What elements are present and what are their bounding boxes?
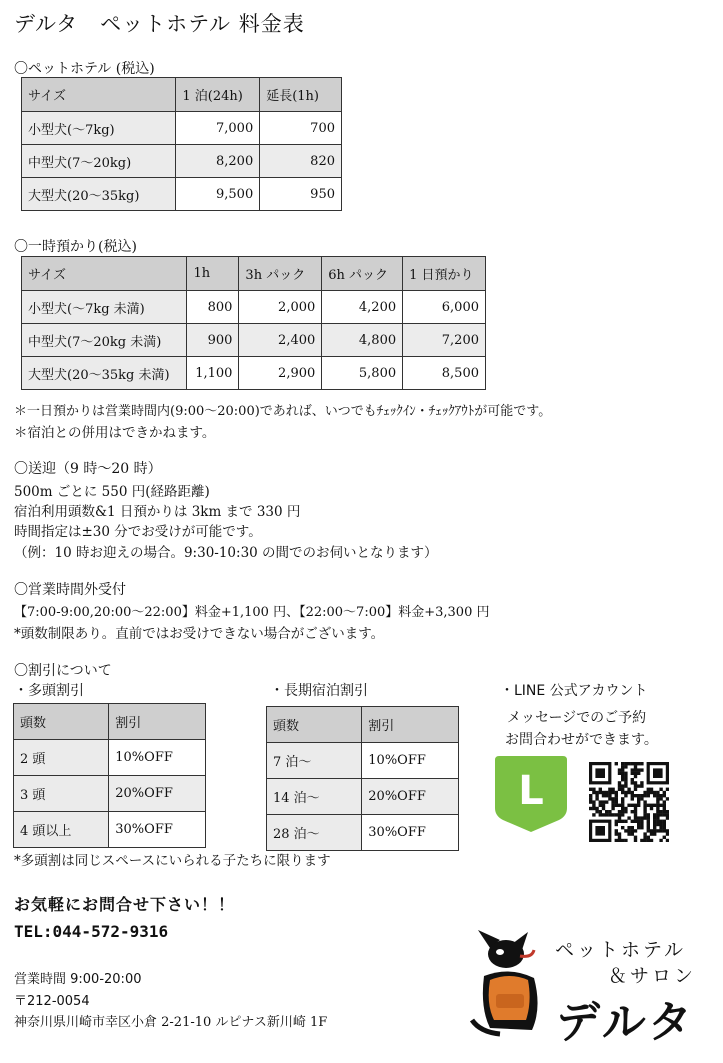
logo-name: デルタ <box>556 997 697 1048</box>
price-cell: 4,800 <box>322 324 403 357</box>
header-cell: 1h <box>187 257 239 291</box>
price-cell: 5,800 <box>322 357 403 390</box>
long-stay-discount-label: ・長期宿泊割引 <box>270 683 368 699</box>
discount-heading: 〇割引について <box>14 663 112 679</box>
pickup-line-2: 宿泊利用頭数&1 日預かりは 3km まで 330 円 <box>14 504 301 520</box>
price-cell: 6,000 <box>403 291 486 324</box>
table-header-row <box>22 78 342 112</box>
price-cell: 820 <box>260 145 342 178</box>
line-icon-letter: L <box>518 768 544 814</box>
size-cell: 大型犬(20～35kg 未満) <box>22 357 187 390</box>
header-cell: 延長(1h) <box>260 78 342 112</box>
table-row <box>22 324 486 357</box>
price-cell: 2,400 <box>239 324 322 357</box>
table-header-row <box>22 257 486 291</box>
hotel-price-table <box>21 77 342 211</box>
count-cell: 2 頭 <box>14 740 109 776</box>
table-row <box>22 112 342 145</box>
header-cell: 6h パック <box>322 257 403 291</box>
size-cell: 大型犬(20～35kg) <box>22 178 176 211</box>
table-row <box>267 779 459 815</box>
discount-cell: 10%OFF <box>362 743 459 779</box>
afterhours-line-2: *頭数制限あり。直前ではお受けできない場合がございます。 <box>14 626 385 642</box>
discount-cell: 10%OFF <box>109 740 206 776</box>
postal-code: 〒212-0054 <box>14 994 90 1009</box>
line-message-1: メッセージでのご予約 <box>507 710 647 726</box>
table-row <box>267 815 459 851</box>
table-row <box>267 743 459 779</box>
pickup-line-1: 500m ごとに 550 円(経路距離) <box>14 484 210 500</box>
count-cell: 3 頭 <box>14 776 109 812</box>
phone-number[interactable]: TEL:044-572-9316 <box>14 922 169 941</box>
dog-mascot-icon <box>470 928 550 1038</box>
price-cell: 900 <box>187 324 239 357</box>
daycare-price-table <box>21 256 486 390</box>
page-title: デルタ ペットホテル 料金表 <box>14 12 305 36</box>
table-row <box>22 145 342 178</box>
table-header-row <box>14 704 206 740</box>
discount-cell: 20%OFF <box>109 776 206 812</box>
daycare-heading: 〇一時預かり(税込) <box>14 239 137 255</box>
daycare-note-1: ＊一日預かりは営業時間内(9:00～20:00)であれば、いつでもﾁｪｯｸｲﾝ・ﾁｪｯｸｱｳﾄが可能です。 <box>14 404 552 419</box>
price-cell: 950 <box>260 178 342 211</box>
business-hours: 営業時間 9:00-20:00 <box>14 972 142 987</box>
price-cell: 7,200 <box>403 324 486 357</box>
price-cell: 1,100 <box>187 357 239 390</box>
address: 神奈川県川崎市幸区小倉 2-21-10 ルピナス新川崎 1F <box>14 1015 328 1030</box>
contact-cta: お気軽にお問合せ下さい！！ <box>14 895 236 914</box>
header-cell: 1 日預かり <box>403 257 486 291</box>
price-cell: 2,900 <box>239 357 322 390</box>
discount-cell: 30%OFF <box>109 812 206 848</box>
multi-discount-label: ・多頭割引 <box>14 683 84 699</box>
table-header-row <box>267 707 459 743</box>
size-cell: 中型犬(7～20kg 未満) <box>22 324 187 357</box>
daycare-note-2: ＊宿泊との併用はできかねます。 <box>14 425 216 441</box>
table-row <box>14 776 206 812</box>
table-row <box>22 178 342 211</box>
count-cell: 4 頭以上 <box>14 812 109 848</box>
pickup-line-4: （例：10 時お迎えの場合。9:30-10:30 の間でのお伺いとなります） <box>14 545 438 561</box>
header-cell: 3h パック <box>239 257 322 291</box>
price-cell: 700 <box>260 112 342 145</box>
qr-code[interactable] <box>589 762 669 842</box>
nights-cell: 28 泊～ <box>267 815 362 851</box>
logo-line-2: ＆サロン <box>608 965 697 987</box>
discount-cell: 20%OFF <box>362 779 459 815</box>
multi-discount-note: *多頭割は同じスペースにいられる子たちに限ります <box>14 853 331 869</box>
price-cell: 2,000 <box>239 291 322 324</box>
price-cell: 9,500 <box>176 178 260 211</box>
price-cell: 7,000 <box>176 112 260 145</box>
header-cell: サイズ <box>22 78 176 112</box>
table-row <box>14 740 206 776</box>
discount-cell: 30%OFF <box>362 815 459 851</box>
table-row <box>22 357 486 390</box>
price-cell: 800 <box>187 291 239 324</box>
header-cell: 1 泊(24h) <box>176 78 260 112</box>
header-cell: サイズ <box>22 257 187 291</box>
afterhours-line-1: 【7:00-9:00,20:00～22:00】料金+1,100 円、【22:00～7:00】料金+3,300 円 <box>14 605 490 620</box>
header-cell: 割引 <box>362 707 459 743</box>
header-cell: 頭数 <box>14 704 109 740</box>
price-cell: 8,500 <box>403 357 486 390</box>
line-account-label: ・LINE 公式アカウント <box>500 683 648 699</box>
price-cell: 4,200 <box>322 291 403 324</box>
table-row <box>22 291 486 324</box>
size-cell: 小型犬(～7kg 未満) <box>22 291 187 324</box>
size-cell: 中型犬(7～20kg) <box>22 145 176 178</box>
long-stay-discount-table <box>266 706 459 851</box>
table-row <box>14 812 206 848</box>
multi-discount-table <box>13 703 206 848</box>
pickup-heading: 〇送迎（9 時～20 時） <box>14 461 162 477</box>
line-app-icon[interactable] <box>493 752 569 834</box>
line-message-2: お問合わせができます。 <box>505 732 658 748</box>
hotel-heading: 〇ペットホテル (税込) <box>14 61 155 77</box>
header-cell: 割引 <box>109 704 206 740</box>
size-cell: 小型犬(～7kg) <box>22 112 176 145</box>
header-cell: 頭数 <box>267 707 362 743</box>
afterhours-heading: 〇営業時間外受付 <box>14 582 126 598</box>
nights-cell: 7 泊～ <box>267 743 362 779</box>
logo-line-1: ペットホテル <box>555 939 687 961</box>
price-cell: 8,200 <box>176 145 260 178</box>
nights-cell: 14 泊～ <box>267 779 362 815</box>
pickup-line-3: 時間指定は±30 分でお受けが可能です。 <box>14 524 262 540</box>
